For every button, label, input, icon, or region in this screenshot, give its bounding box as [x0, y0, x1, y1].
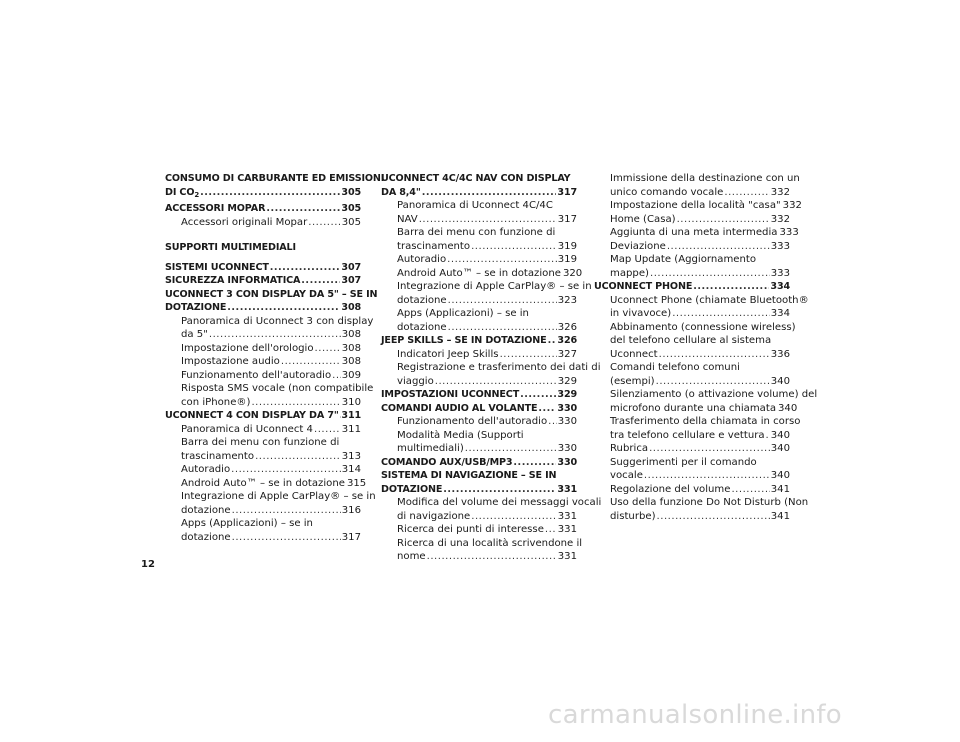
- dot-leader: [427, 550, 557, 564]
- toc-entry-final-line: [397, 321, 577, 335]
- toc-entry-title: dotazione: [181, 504, 231, 516]
- toc-page-ref: 333: [779, 227, 799, 238]
- dot-leader: [448, 294, 557, 308]
- toc-page-ref: 332: [782, 200, 802, 211]
- toc-entry-line: Immissione della destinazione con un: [610, 173, 800, 184]
- toc-topic-entry: [594, 240, 790, 254]
- toc-topic-entry: [594, 226, 799, 240]
- toc-entry-title: Android Auto™ – se in dotazione: [397, 267, 561, 279]
- dot-leader: [659, 348, 770, 362]
- toc-entry-final-line: [165, 261, 361, 275]
- dot-leader: [500, 348, 557, 362]
- toc-entry-final-line: [165, 274, 361, 288]
- toc-page-ref: 308: [341, 356, 361, 367]
- toc-column-1: [165, 172, 385, 544]
- dot-leader: [766, 429, 770, 443]
- toc-chapter-entry: [165, 274, 361, 288]
- dot-leader: [301, 274, 340, 288]
- toc-page-ref: 340: [770, 429, 790, 441]
- toc-topic-entry: [594, 361, 790, 388]
- toc-topic-entry: [165, 315, 374, 342]
- toc-entry-line: Suggerimenti per il comando: [610, 456, 757, 468]
- toc-page-ref: 340: [770, 443, 790, 454]
- toc-page-ref: 333: [770, 267, 790, 279]
- toc-entry-title: disturbe): [610, 510, 656, 522]
- toc-entry-title: di navigazione: [397, 510, 471, 522]
- dot-leader: [232, 504, 341, 518]
- toc-entry-line: Trasferimento della chiamata in corso: [610, 416, 801, 427]
- toc-entry-title: Android Auto™ – se in dotazione: [181, 477, 345, 489]
- toc-entry-title: Deviazione: [610, 240, 666, 252]
- toc-topic-entry: [594, 199, 802, 213]
- toc-entry-title: microfono durante una chiamata: [610, 402, 776, 414]
- toc-entry-final-line: [181, 355, 361, 369]
- dot-leader: [657, 510, 770, 524]
- dot-leader: [471, 240, 557, 254]
- toc-topic-entry: [594, 415, 801, 442]
- toc-entry-title: dotazione: [397, 294, 447, 306]
- toc-entry-line: Panoramica di Uconnect 4C/4C: [397, 200, 553, 211]
- toc-entry-final-line: [181, 369, 361, 383]
- toc-entry-title: in vivavoce): [610, 308, 672, 319]
- toc-chapter-entry: [165, 172, 385, 202]
- toc-entry-final-line: [397, 253, 577, 267]
- toc-entry-title: Impostazione della località "casa": [610, 200, 781, 211]
- toc-entry-final-line: [397, 442, 577, 456]
- dot-leader: [656, 375, 770, 389]
- dot-leader: [471, 510, 556, 524]
- toc-page-ref: 332: [770, 213, 790, 225]
- toc-topic-entry: [381, 415, 577, 429]
- toc-entry-line: Uconnect Phone (chiamate Bluetooth®: [610, 294, 809, 306]
- toc-entry-line: Apps (Applicazioni) – se in: [397, 308, 529, 319]
- dot-leader: [315, 342, 341, 356]
- watermark: carmanualsonline.info: [548, 700, 843, 730]
- toc-entry-title: Impostazione audio: [181, 356, 280, 367]
- toc-entry-final-line: [397, 510, 577, 524]
- toc-entry-final-line: [610, 267, 790, 281]
- toc-entry-title: SISTEMI UCONNECT: [165, 261, 269, 273]
- toc-entry-title: DOTAZIONE: [165, 302, 227, 313]
- toc-entry-line: Integrazione di Apple CarPlay® – se in: [181, 491, 376, 502]
- toc-topic-entry: [165, 369, 361, 383]
- toc-entry-title: trascinamento: [397, 240, 471, 252]
- toc-page-ref: 316: [341, 504, 361, 516]
- toc-topic-entry: [165, 216, 361, 230]
- toc-page-ref: 320: [562, 267, 583, 279]
- toc-entry-final-line: [181, 328, 361, 342]
- dot-leader: [447, 253, 557, 267]
- toc-entry-final-line: [181, 477, 367, 491]
- toc-page-ref: 327: [557, 348, 577, 360]
- toc-entry-title: IMPOSTAZIONI UCONNECT: [381, 389, 520, 400]
- toc-topic-entry: [594, 213, 790, 227]
- toc-page-ref: 330: [557, 402, 577, 414]
- toc-topic-entry: [381, 199, 577, 226]
- toc-entry-final-line: [181, 342, 361, 356]
- toc-topic-entry: [165, 423, 361, 437]
- toc-page-ref: 323: [557, 294, 577, 306]
- toc-entry-line: Modalità Media (Supporti: [397, 429, 524, 441]
- dot-leader: [538, 402, 556, 416]
- toc-page-ref: 341: [770, 510, 790, 522]
- dot-leader: [251, 396, 340, 410]
- toc-entry-title: DI $CO_2$: [165, 186, 200, 199]
- toc-page-ref: 331: [557, 483, 577, 495]
- dot-leader: [672, 307, 770, 321]
- dot-leader: [649, 442, 770, 456]
- toc-topic-entry: [594, 483, 790, 497]
- toc-chapter-entry: [381, 469, 577, 496]
- toc-page-ref: 317: [557, 213, 577, 225]
- dot-leader: [724, 186, 769, 200]
- dot-leader: [677, 213, 770, 227]
- toc-page-ref: 334: [770, 281, 790, 292]
- toc-page-ref: 330: [557, 456, 577, 468]
- toc-entry-final-line: [397, 348, 577, 362]
- toc-topic-entry: [165, 436, 361, 463]
- toc-entry-final-line: [610, 442, 790, 456]
- toc-page-ref: 305: [341, 203, 361, 214]
- toc-entry-title: JEEP SKILLS – SE IN DOTAZIONE: [381, 335, 547, 346]
- toc-entry-title: COMANDO AUX/USB/MP3: [381, 456, 513, 468]
- toc-page-ref: 330: [557, 443, 577, 454]
- toc-topic-entry: [165, 477, 367, 491]
- toc-entry-final-line: [165, 186, 361, 203]
- toc-chapter-entry: [165, 409, 361, 423]
- dot-leader: [255, 450, 341, 464]
- toc-topic-entry: [165, 382, 374, 409]
- toc-page-ref: 313: [341, 450, 361, 462]
- dot-leader: [548, 415, 557, 429]
- toc-page-ref: 308: [341, 302, 361, 313]
- dot-leader: [644, 469, 770, 483]
- toc-entry-title: Rubrica: [610, 443, 649, 454]
- toc-entry-final-line: [165, 301, 361, 315]
- toc-entry-title: Autoradio: [181, 464, 231, 475]
- dot-leader: [200, 186, 340, 200]
- toc-page-ref: 331: [557, 551, 577, 562]
- toc-entry-title: Indicatori Jeep Skills: [397, 348, 499, 360]
- toc-page-ref: 319: [557, 240, 577, 252]
- toc-column-3: [594, 172, 818, 523]
- dot-leader: [548, 334, 557, 348]
- toc-topic-entry: [594, 294, 809, 321]
- toc-entry-line: CONSUMO DI CARBURANTE ED EMISSIONI: [165, 173, 385, 184]
- toc-topic-entry: [381, 523, 577, 537]
- toc-page-ref: 332: [770, 186, 790, 198]
- dot-leader: [232, 531, 341, 545]
- toc-chapter-entry: [381, 388, 577, 402]
- toc-chapter-entry: [165, 202, 361, 216]
- toc-page-ref: 308: [341, 342, 361, 354]
- dot-leader: [693, 280, 769, 294]
- toc-topic-entry: [594, 253, 790, 280]
- toc-topic-entry: [594, 456, 790, 483]
- toc-page-ref: 331: [557, 524, 577, 535]
- toc-chapter-entry: [381, 456, 577, 470]
- toc-entry-title: viaggio: [397, 375, 434, 387]
- dot-leader: [443, 483, 556, 497]
- toc-entry-final-line: [397, 375, 577, 389]
- toc-chapter-entry: [594, 280, 790, 294]
- dot-leader: [513, 456, 556, 470]
- toc-entry-final-line: [181, 423, 361, 437]
- toc-entry-line: Barra dei menu con funzione di: [397, 227, 556, 238]
- toc-entry-final-line: [610, 429, 790, 443]
- dot-leader: [650, 267, 770, 281]
- toc-entry-line: del telefono cellulare al sistema: [610, 335, 772, 346]
- toc-entry-title: Home (Casa): [610, 213, 676, 225]
- toc-page-ref: 319: [557, 254, 577, 265]
- toc-entry-final-line: [181, 396, 361, 410]
- toc-page-ref: 331: [557, 510, 577, 522]
- toc-page-ref: 317: [557, 186, 577, 198]
- page-number: 12: [141, 559, 155, 570]
- toc-chapter-entry: [381, 172, 577, 199]
- toc-entry-title: Regolazione del volume: [610, 483, 731, 495]
- toc-page-ref: 308: [341, 329, 361, 340]
- toc-entry-final-line: [381, 388, 577, 402]
- toc-page-ref: 314: [341, 464, 361, 475]
- dot-leader: [731, 483, 769, 497]
- toc-entry-line: Barra dei menu con funzione di: [181, 437, 340, 448]
- toc-topic-entry: [165, 463, 361, 477]
- toc-entry-line: Apps (Applicazioni) – se in: [181, 518, 313, 529]
- toc-chapter-entry: [165, 261, 361, 275]
- dot-leader: [314, 423, 341, 437]
- dot-leader: [448, 321, 557, 335]
- toc-topic-entry: [381, 348, 577, 362]
- toc-chapter-entry: [165, 288, 378, 315]
- toc-entry-line: UCONNECT 4C/4C NAV CON DISPLAY: [381, 173, 571, 184]
- toc-entry-final-line: [610, 226, 799, 240]
- toc-entry-final-line: [397, 550, 577, 564]
- toc-entry-title: nome: [397, 551, 426, 562]
- toc-entry-final-line: [610, 469, 790, 483]
- toc-entry-line: Registrazione e trasferimento dei dati di: [397, 362, 601, 373]
- toc-entry-final-line: [181, 450, 361, 464]
- toc-page-ref: 326: [557, 335, 577, 346]
- dot-leader: [545, 523, 557, 537]
- toc-topic-entry: [381, 280, 592, 307]
- toc-entry-title: COMANDI AUDIO AL VOLANTE: [381, 402, 538, 414]
- dot-leader: [231, 463, 341, 477]
- toc-entry-title: UCONNECT 4 CON DISPLAY DA 7": [165, 410, 339, 421]
- dot-leader: [227, 301, 340, 315]
- toc-page-ref: 329: [557, 375, 577, 387]
- toc-topic-entry: [594, 388, 818, 415]
- dot-leader: [435, 375, 557, 389]
- toc-entry-final-line: [610, 186, 790, 200]
- toc-topic-entry: [381, 226, 577, 253]
- toc-page-ref: 310: [341, 396, 361, 408]
- dot-leader: [520, 388, 556, 402]
- toc-entry-final-line: [610, 375, 790, 389]
- toc-entry-final-line: [165, 202, 361, 216]
- toc-page-ref: 336: [770, 348, 790, 360]
- toc-entry-title: SICUREZZA INFORMATICA: [165, 275, 301, 286]
- toc-entry-title: Uconnect: [610, 348, 658, 360]
- toc-entry-title: da 5": [181, 329, 208, 340]
- toc-topic-entry: [381, 496, 602, 523]
- toc-page-ref: 333: [770, 240, 790, 252]
- toc-entry-line: Modifica del volume dei messaggi vocali: [397, 497, 602, 508]
- toc-entry-final-line: [181, 463, 361, 477]
- toc-entry-final-line: [181, 216, 361, 230]
- toc-page-ref: 311: [341, 410, 361, 421]
- toc-entry-final-line: [381, 186, 577, 200]
- toc-entry-line: Integrazione di Apple CarPlay® – se in: [397, 281, 592, 292]
- toc-entry-final-line: [397, 213, 577, 227]
- toc-topic-entry: [381, 537, 583, 564]
- toc-topic-entry: [594, 172, 800, 199]
- toc-entry-final-line: [610, 199, 802, 213]
- toc-page-ref: 307: [341, 275, 361, 286]
- toc-entry-title: Autoradio: [397, 254, 447, 265]
- dot-leader: [465, 442, 557, 456]
- dot-leader: [340, 409, 341, 423]
- toc-page-ref: 340: [778, 402, 798, 414]
- toc-entry-final-line: [181, 504, 361, 518]
- toc-entry-final-line: [610, 307, 790, 321]
- toc-page-ref: 307: [341, 261, 361, 273]
- dot-leader: [266, 202, 340, 216]
- toc-entry-title: NAV: [397, 213, 418, 225]
- toc-topic-entry: [594, 496, 809, 523]
- toc-entry-line: Comandi telefono comuni: [610, 362, 740, 373]
- dot-leader: [270, 261, 341, 275]
- toc-topic-entry: [165, 355, 361, 369]
- toc-entry-final-line: [610, 483, 790, 497]
- toc-entry-title: (esempi): [610, 375, 655, 387]
- toc-page-ref: 340: [770, 470, 790, 481]
- toc-page-ref: 317: [341, 531, 361, 543]
- toc-topic-entry: [381, 429, 577, 456]
- toc-entry-title: vocale: [610, 470, 643, 481]
- toc-entry-final-line: [381, 402, 577, 416]
- toc-entry-final-line: [381, 334, 577, 348]
- toc-topic-entry: [381, 307, 577, 334]
- toc-entry-final-line: [610, 240, 790, 254]
- toc-entry-line: Risposta SMS vocale (non compatibile: [181, 383, 374, 394]
- toc-page-ref: 340: [770, 375, 790, 387]
- dot-leader: [281, 355, 341, 369]
- dot-leader: [308, 216, 340, 230]
- toc-entry-final-line: [397, 523, 577, 537]
- toc-page-ref: 341: [770, 483, 790, 495]
- toc-entry-title: DOTAZIONE: [381, 483, 443, 495]
- toc-column-2: [381, 172, 602, 564]
- toc-page-ref: 315: [346, 477, 367, 489]
- toc-entry-final-line: [397, 240, 577, 254]
- toc-page-ref: 305: [341, 186, 361, 198]
- dot-leader: [209, 328, 341, 342]
- toc-entry-title: tra telefono cellulare e vettura: [610, 429, 765, 441]
- toc-entry-line: Panoramica di Uconnect 3 con display: [181, 315, 374, 327]
- toc-chapter-entry: [381, 402, 577, 416]
- toc-page-ref: 329: [557, 389, 577, 400]
- toc-page-ref: 330: [557, 416, 577, 427]
- toc-entry-title: DA 8,4": [381, 186, 421, 198]
- toc-topic-entry: [165, 517, 361, 544]
- toc-entry-final-line: [381, 483, 577, 497]
- toc-entry-title: ACCESSORI MOPAR: [165, 203, 266, 214]
- toc-entry-title: Funzionamento dell'autoradio: [397, 416, 548, 427]
- toc-page-ref: 311: [341, 423, 361, 435]
- toc-topic-entry: [594, 321, 796, 362]
- toc-topic-entry: [381, 253, 577, 267]
- toc-entry-title: multimediali): [397, 443, 464, 454]
- toc-page-ref: 305: [341, 216, 361, 228]
- toc-entry-line: Map Update (Aggiornamento: [610, 254, 757, 265]
- toc-entry-final-line: [610, 402, 798, 416]
- toc-entry-title: UCONNECT PHONE: [594, 281, 693, 292]
- toc-entry-title: Funzionamento dell'autoradio: [181, 369, 332, 381]
- toc-entry-final-line: [610, 510, 790, 524]
- toc-topic-entry: [165, 490, 376, 517]
- toc-topic-entry: [165, 342, 361, 356]
- toc-entry-title: con iPhone®): [181, 396, 251, 408]
- toc-entry-title: mappe): [610, 267, 649, 279]
- toc-entry-final-line: [397, 294, 577, 308]
- toc-entry-title: Impostazione dell'orologio: [181, 342, 314, 354]
- toc-entry-title: Accessori originali Mopar: [181, 216, 308, 228]
- toc-entry-final-line: [165, 409, 361, 423]
- toc-entry-line: Uso della funzione Do Not Disturb (Non: [610, 497, 809, 508]
- toc-entry-final-line: [381, 456, 577, 470]
- toc-entry-final-line: [181, 531, 361, 545]
- dot-leader: [422, 186, 557, 200]
- dot-leader: [332, 369, 341, 383]
- toc-entry-title: unico comando vocale: [610, 186, 724, 198]
- toc-page-ref: 326: [557, 321, 577, 333]
- dot-leader: [419, 213, 557, 227]
- toc-topic-entry: [594, 442, 790, 456]
- dot-leader: [667, 240, 770, 254]
- toc-page-ref: 309: [341, 369, 361, 381]
- toc-entry-final-line: [610, 213, 790, 227]
- toc-topic-entry: [381, 267, 583, 281]
- toc-entry-line: Ricerca di una località scrivendone il: [397, 537, 583, 549]
- toc-entry-title: Ricerca dei punti di interesse: [397, 524, 544, 535]
- toc-entry-line: Abbinamento (connessione wireless): [610, 321, 796, 333]
- toc-entry-title: Panoramica di Uconnect 4: [181, 423, 313, 435]
- toc-entry-line: UCONNECT 3 CON DISPLAY DA 5" – SE IN: [165, 288, 378, 300]
- toc-entry-title: dotazione: [397, 321, 447, 333]
- toc-entry-final-line: [397, 267, 583, 281]
- toc-entry-final-line: [397, 415, 577, 429]
- toc-topic-entry: [381, 361, 601, 388]
- toc-section-title: SUPPORTI MULTIMEDIALI: [165, 242, 296, 253]
- toc-entry-line: SISTEMA DI NAVIGAZIONE – SE IN: [381, 470, 557, 481]
- toc-entry-final-line: [594, 280, 790, 294]
- toc-chapter-entry: [381, 334, 577, 348]
- toc-entry-title: trascinamento: [181, 450, 255, 462]
- toc-entry-line: Silenziamento (o attivazione volume) del: [610, 389, 818, 400]
- toc-entry-title: dotazione: [181, 531, 231, 543]
- toc-page-ref: 334: [770, 308, 790, 319]
- toc-entry-title: Aggiunta di una meta intermedia: [610, 227, 778, 238]
- toc-entry-final-line: [610, 348, 790, 362]
